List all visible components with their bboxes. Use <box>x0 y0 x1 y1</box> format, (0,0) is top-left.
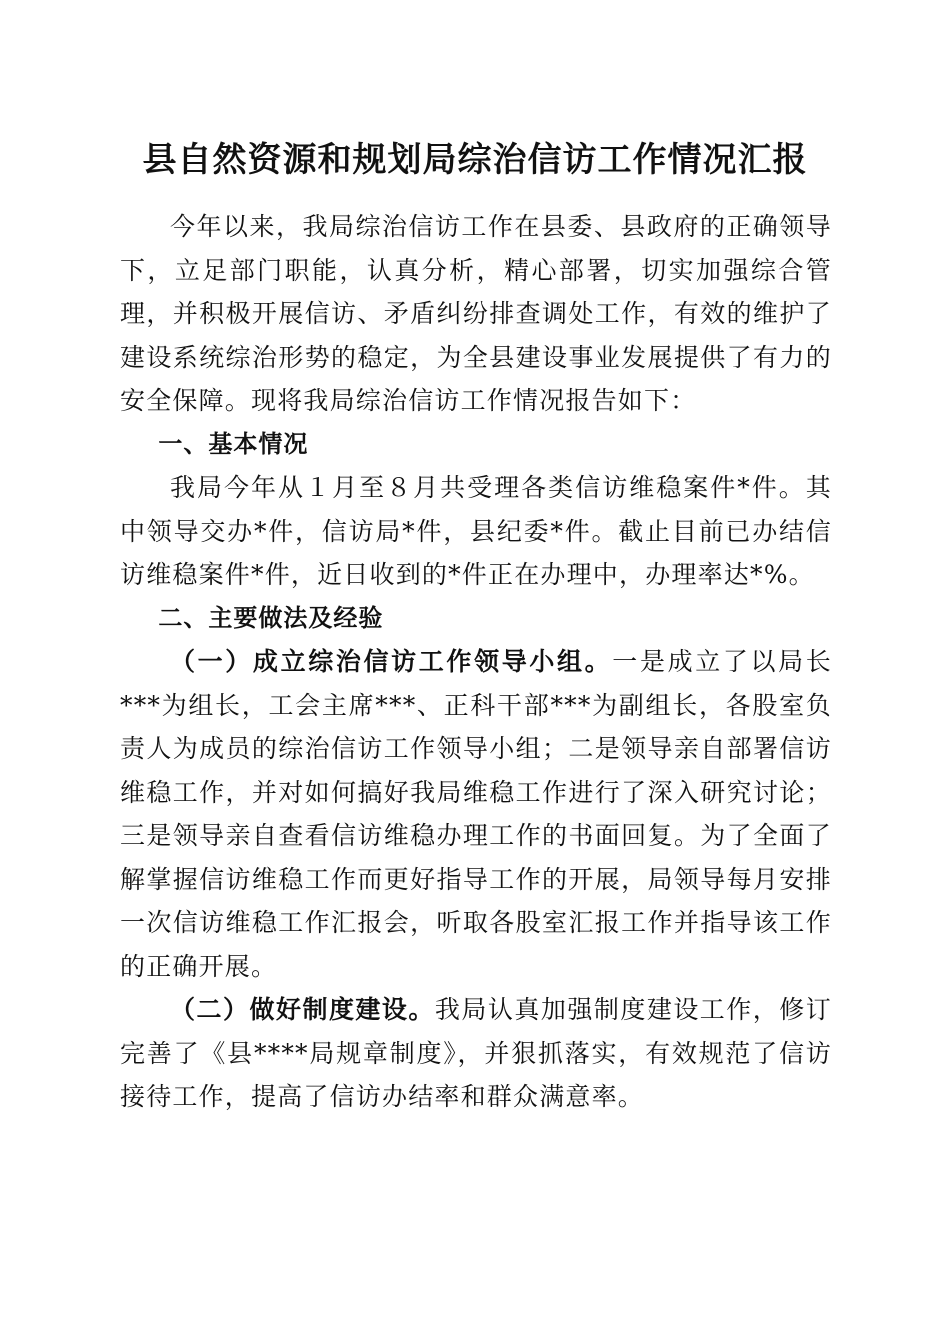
practice-item-1-lead: （一）成立综治信访工作领导小组。 <box>170 647 613 676</box>
document-body <box>120 205 832 1119</box>
basic-situation-paragraph: 我局今年从１月至８月共受理各类信访维稳案件*件。其中领导交办*件，信访局*件，县纪委*件。截止目前已办结信访维稳案件*件，近日收到的*件正在办理中，办理率达*%。 <box>120 473 832 589</box>
section-heading-basic: 一、基本情况 <box>158 429 309 458</box>
practice-item-1-text: 一是成立了以局长***为组长，工会主席***、正科干部***为副组长，各股室负责人为成员的综治信访工作领导小组；二是领导亲自部署信访维稳工作，并对如何搞好我局维稳工作进行了深入研究讨论；三是领导亲自查看信访维稳办理工作的书面回复。为了全面了解掌握信访维稳工作而更好指导工作的开展，局领导每月安排一次信访维稳工作汇报会，听取各股室汇报工作并指导该工作的正确开展。 <box>120 647 832 981</box>
practice-item-2-text: 我局认真加强制度建设工作，修订完善了《县****局规章制度》，并狠抓落实，有效规范了信访接待工作，提高了信访办结率和群众满意率。 <box>120 995 832 1111</box>
document-title: 县自然资源和规划局综治信访工作情况汇报 <box>142 140 808 180</box>
practice-item-1 <box>120 640 832 988</box>
section-heading-practices: 二、主要做法及经验 <box>158 603 384 632</box>
practice-item-2 <box>120 988 832 1119</box>
intro-paragraph: 今年以来，我局综治信访工作在县委、县政府的正确领导下，立足部门职能，认真分析，精心部署，切实加强综合管理，并积极开展信访、矛盾纠纷排查调处工作，有效的维护了建设系统综治形势的稳定，为全县建设事业发展提供了有力的安全保障。现将我局综治信访工作情况报告如下： <box>120 212 832 415</box>
practice-item-2-lead: （二）做好制度建设。 <box>170 995 435 1024</box>
